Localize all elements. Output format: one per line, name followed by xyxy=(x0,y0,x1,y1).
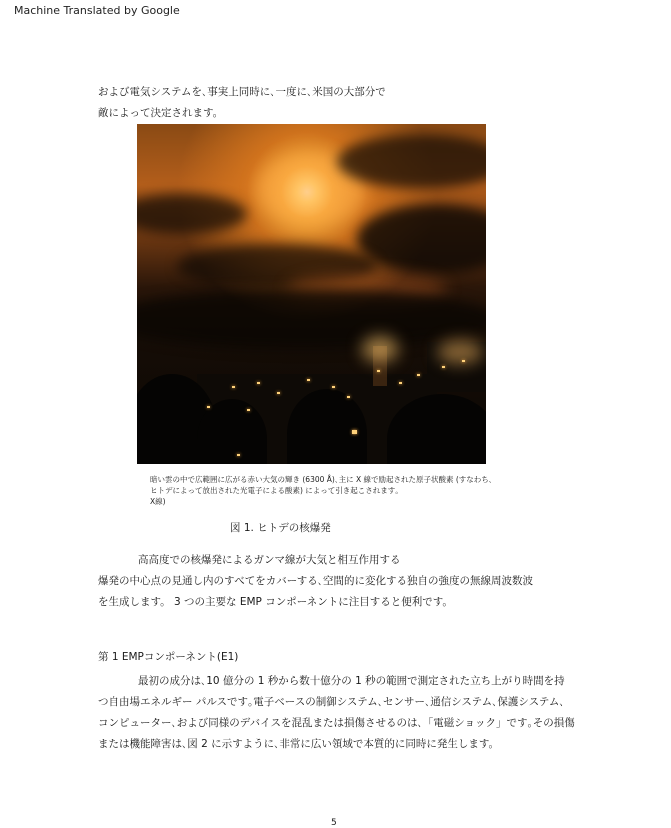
starfish-explosion-photo xyxy=(137,124,486,464)
paragraph2-line-2: つ自由場エネルギー パルスです｡電子ベースの制御システム､センサー､通信システム､保護システム､ xyxy=(98,696,565,708)
paragraph1-line-3: を生成します。 3 つの主要な EMP コンポーネントに注目すると便利です。 xyxy=(98,596,453,608)
page-number: 5 xyxy=(331,818,337,828)
figure-title: 図 1. ヒトデの核爆発 xyxy=(230,522,331,534)
paragraph1-line-1: 高高度での核爆発によるガンマ線が大気と相互作用する xyxy=(138,554,401,566)
caption-line-3: X線) xyxy=(150,497,166,506)
translation-banner: Machine Translated by Google xyxy=(14,4,180,17)
intro-line-2: 敵によって決定されます。 xyxy=(98,107,224,119)
paragraph2-line-1: 最初の成分は､10 億分の 1 秒から数十億分の 1 秒の範囲で測定された立ち上がり時間を持 xyxy=(138,675,565,687)
paragraph2-line-3: コンピューター､および同様のデバイスを混乱または損傷させるのは､「電磁ショック」です｡その損傷 xyxy=(98,717,575,729)
caption-line-2: ヒトデによって放出された光電子による酸素) によって引き起こされます｡ xyxy=(150,486,400,495)
paragraph2-line-4: または機能障害は､図 2 に示すように､非常に広い領域で本質的に同時に発生します。 xyxy=(98,738,500,750)
figure-caption xyxy=(150,474,493,507)
paragraph1-line-2: 爆発の中心点の見通し内のすべてをカバーする､空間的に変化する独自の強度の無線周波数波 xyxy=(98,575,534,587)
intro-line-1: および電気システムを､事実上同時に､一度に､米国の大部分で xyxy=(98,86,386,98)
section-heading: 第 1 EMPコンポーネント(E1) xyxy=(98,651,239,663)
caption-line-1: 暗い雲の中で広範囲に広がる赤い大気の輝き (6300 Å)､主に X 線で励起された原子状酸素 (すなわち､ xyxy=(150,475,493,484)
